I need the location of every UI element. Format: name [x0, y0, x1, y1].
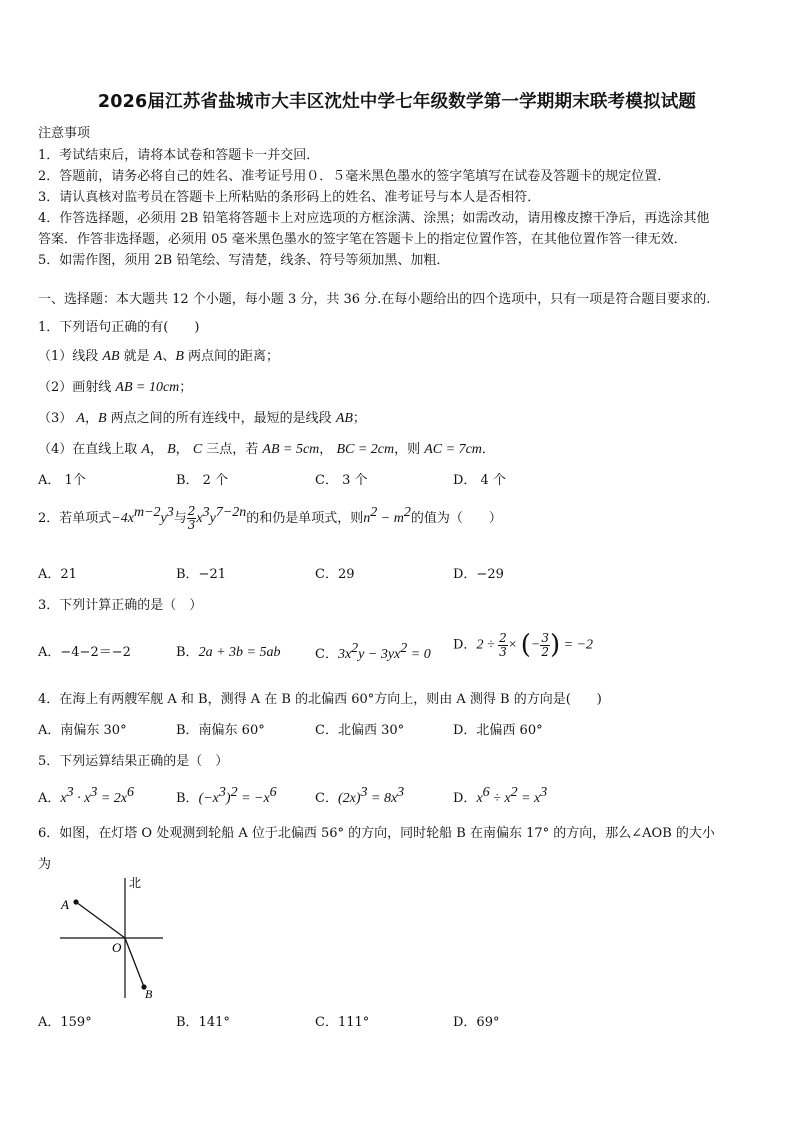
q4-stem: 4．在海上有两艘军舰 A 和 B，测得 A 在 B 的北偏西 60°方向上，则由 A 测得 B 的方向是( ): [38, 692, 602, 707]
q5-stem: 5．下列运算结果正确的是（ ）: [38, 754, 229, 769]
q5-option-b[interactable]: B．$(-x^3)^2 = -x^6$: [176, 785, 277, 806]
point-o-label: O: [112, 940, 122, 955]
notice-heading: 注意事项: [38, 126, 91, 141]
q4-option-b[interactable]: B．南偏东 60°: [176, 723, 265, 738]
q1-option-b[interactable]: B． 2 个: [176, 473, 229, 488]
q1-option-d[interactable]: D． 4 个: [453, 473, 506, 488]
q1-stem: 1．下列语句正确的有( ): [38, 320, 200, 335]
q6-option-b[interactable]: B．141°: [176, 1015, 230, 1030]
q6-option-a[interactable]: A．159°: [38, 1015, 92, 1030]
q4-option-d[interactable]: D．北偏西 60°: [453, 723, 543, 738]
point-a-label: A: [61, 897, 69, 912]
q1-statement-1: （1）线段 AB 就是 A、B 两点间的距离；: [38, 349, 280, 364]
q3-option-a[interactable]: A．−4−2＝−2: [38, 645, 131, 660]
q6-option-c[interactable]: C．111°: [315, 1015, 370, 1030]
q1-option-c[interactable]: C． 3 个: [315, 473, 368, 488]
q1-statement-3: （3） A，B 两点之间的所有连线中，最短的是线段 AB；: [38, 411, 366, 426]
ray-ob: [125, 938, 144, 987]
ray-oa: [76, 902, 125, 938]
q2-option-c[interactable]: C．29: [315, 567, 355, 582]
q5-option-a[interactable]: A．$x^3 \cdot x^3 = 2x^6$: [38, 785, 134, 806]
q3-stem: 3．下列计算正确的是（ ）: [38, 598, 203, 613]
q1-option-a[interactable]: A． 1个: [38, 473, 86, 488]
q4-option-c[interactable]: C．北偏西 30°: [315, 723, 405, 738]
q2-stem: 2．若单项式$-4x^{m-2}y^3$与 $\frac{2}{3}$ $x^3y^{7-2n}$的和仍是单项式，则$n^2 - m^2$的值为（ ）: [38, 504, 502, 532]
q2-option-a[interactable]: A．21: [38, 567, 77, 582]
q6-stem-line-2: 为: [38, 857, 52, 872]
q3-option-c[interactable]: C．$3x^2y - 3yx^2 = 0$: [315, 641, 431, 662]
north-label: 北: [129, 876, 142, 890]
notice-item-4-cont: 答案．作答非选择题，必须用 05 毫米黑色墨水的签字笔在答题卡上的指定位置作答，在其他位置作答一律无效．: [38, 232, 687, 247]
q6-option-d[interactable]: D．69°: [453, 1015, 500, 1030]
q3-option-d[interactable]: D．2 ÷ $\frac{2}{3}$ × (− $\frac{3}{2}$ ) = −2: [453, 630, 594, 660]
q3-option-b[interactable]: B．2a + 3b = 5ab: [176, 645, 281, 660]
notice-item-2: 2．答题前，请务必将自己的姓名、准考证号用０．５毫米黑色墨水的签字笔填写在试卷及答题卡的规定位置．: [38, 169, 671, 184]
q4-option-a[interactable]: A．南偏东 30°: [38, 723, 127, 738]
q2-option-b[interactable]: B．−21: [176, 567, 226, 582]
q2-option-d[interactable]: D．−29: [453, 567, 504, 582]
q6-stem-line-1: 6．如图，在灯塔 O 处观测到轮船 A 位于北偏西 56° 的方向，同时轮船 B 在南偏东 17° 的方向，那么∠AOB 的大小: [38, 826, 715, 841]
q1-statement-2: （2）画射线 AB = 10cm；: [38, 380, 193, 395]
page-title: 2026届江苏省盐城市大丰区沈灶中学七年级数学第一学期期末联考模拟试题: [97, 92, 697, 112]
notice-item-3: 3．请认真核对监考员在答题卡上所粘贴的条形码上的姓名、准考证号与本人是否相符．: [38, 190, 541, 205]
notice-item-4: 4．作答选择题，必须用 2B 铅笔将答题卡上对应选项的方框涂满、涂黑；如需改动，请用橡皮擦干净后，再选涂其他: [38, 211, 710, 226]
section-heading: 一、选择题：本大题共 12 个小题，每小题 3 分，共 36 分.在每小题给出的四个选项中，只有一项是符合题目要求的.: [38, 292, 711, 307]
q1-statement-4: （4）在直线上取 A， B， C 三点，若 AB = 5cm， BC = 2cm，则 AC = 7cm．: [38, 442, 495, 457]
q6-compass-figure: [50, 872, 180, 1004]
notice-item-5: 5．如需作图，须用 2B 铅笔绘、写清楚，线条、符号等须加黑、加粗．: [38, 253, 450, 268]
point-b-label: B: [145, 987, 153, 1001]
q5-option-d[interactable]: D．$x^6 \div x^2 = x^3$: [453, 785, 548, 806]
q5-option-c[interactable]: C．$(2x)^3 = 8x^3$: [315, 785, 405, 806]
notice-item-1: 1．考试结束后，请将本试卷和答题卡一并交回．: [38, 148, 320, 163]
point-a-dot: [73, 899, 78, 904]
fraction-two-thirds: $\frac{2}{3}$: [187, 504, 196, 532]
